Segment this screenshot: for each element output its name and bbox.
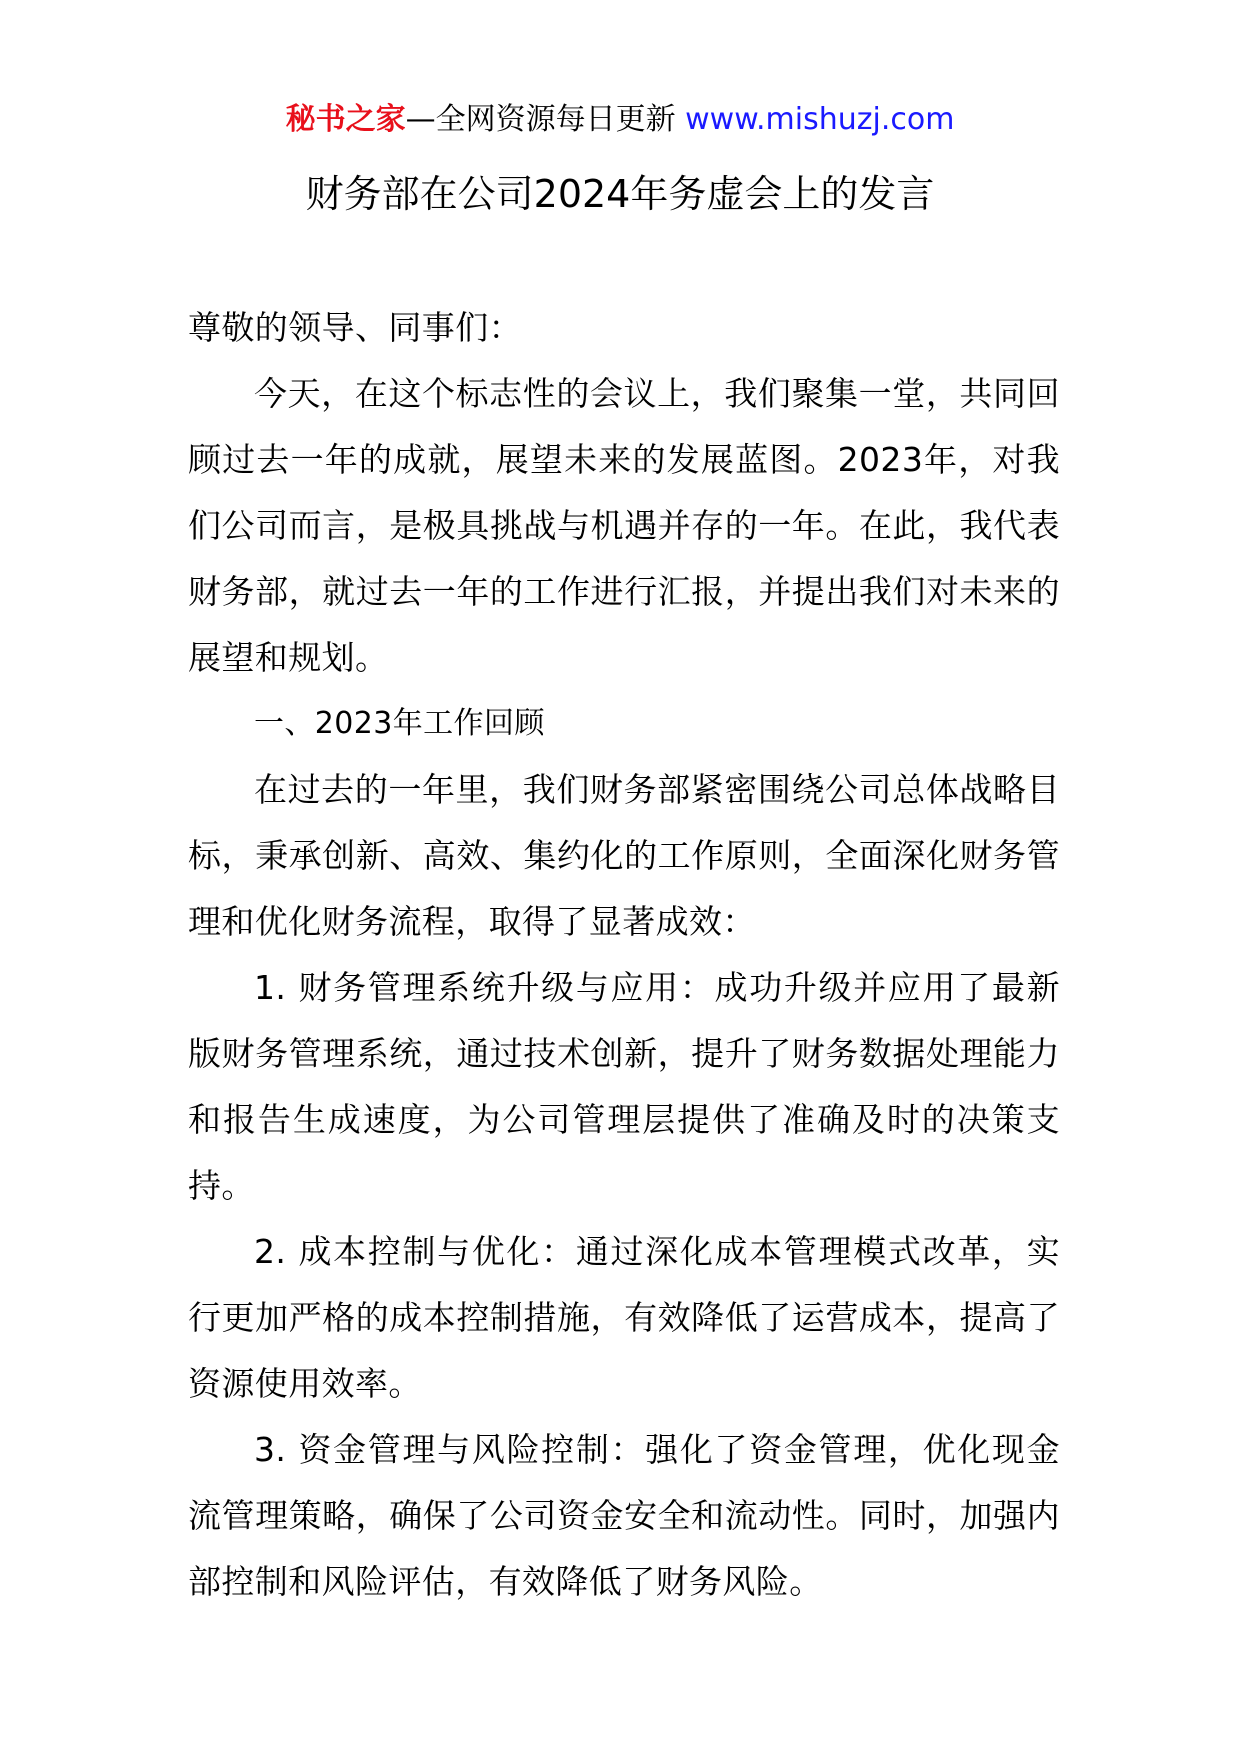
list-item-3: 3. 资金管理与风险控制：强化了资金管理，优化现金流管理策略，确保了公司资金安全和流动性。同时，加强内部控制和风险评估，有效降低了财务风险。 xyxy=(188,1430,1060,1601)
list-item-1: 1. 财务管理系统升级与应用：成功升级并应用了最新版财务管理系统，通过技术创新，提升了财务数据处理能力和报告生成速度，为公司管理层提供了准确及时的决策支持。 xyxy=(188,968,1060,1205)
list-item-2: 2. 成本控制与优化：通过深化成本管理模式改革，实行更加严格的成本控制措施，有效降低了运营成本，提高了资源使用效率。 xyxy=(188,1232,1060,1403)
section-intro-paragraph: 在过去的一年里，我们财务部紧密围绕公司总体战略目标，秉承创新、高效、集约化的工作原则，全面深化财务管理和优化财务流程，取得了显著成效： xyxy=(188,770,1060,941)
site-header xyxy=(0,98,1240,142)
brand-name: 秘书之家 xyxy=(285,102,406,137)
salutation: 尊敬的领导、同事们： xyxy=(188,308,522,347)
document-title: 财务部在公司2024年务虚会上的发言 xyxy=(305,172,935,216)
intro-paragraph: 今天，在这个标志性的会议上，我们聚集一堂，共同回顾过去一年的成就，展望未来的发展蓝图。2023年，对我们公司而言，是极具挑战与机遇并存的一年。在此，我代表财务部，就过去一年的工作进行汇报，并提出我们对未来的展望和规划。 xyxy=(188,374,1060,677)
site-slogan: —全网资源每日更新 xyxy=(405,102,676,137)
site-url-link[interactable]: www.mishuzj.com xyxy=(685,102,955,137)
document-body xyxy=(188,295,1060,1615)
section-heading: 一、2023年工作回顾 xyxy=(254,706,545,741)
